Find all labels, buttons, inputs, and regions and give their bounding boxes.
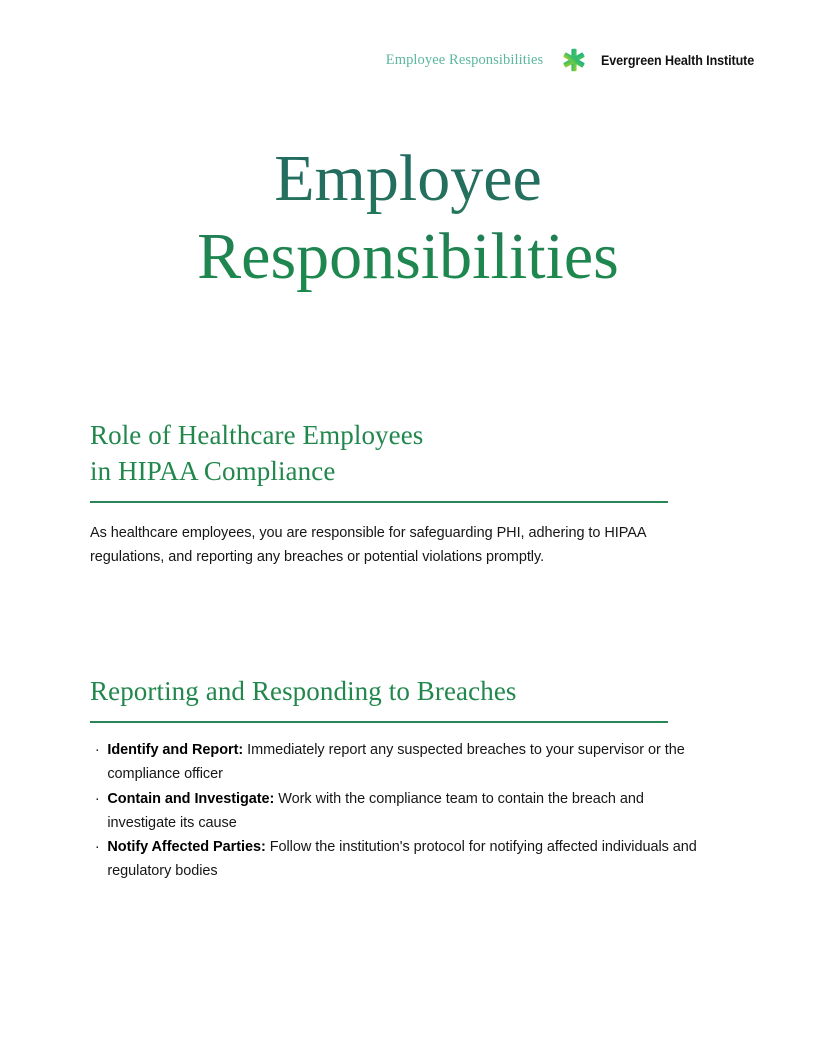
bullet-marker-icon: ·	[94, 740, 100, 758]
section-heading-line-1: Reporting and Responding to Breaches	[90, 676, 517, 706]
list-item-text: Immediately report any suspected breaches to your supervisor or the compliance officer	[107, 740, 685, 783]
section-heading	[90, 674, 668, 710]
asterisk-flower-icon	[562, 48, 586, 72]
section-body-text: As healthcare employees, you are responsible for safeguarding PHI, adhering to HIPAA regulations, and reporting any breaches or potential violations promptly.	[90, 523, 646, 566]
page-title-line-1: Employee	[274, 142, 542, 215]
list-item-lead: Contain and Investigate:	[107, 789, 275, 807]
section-heading-line-1: Role of Healthcare Employees	[90, 420, 424, 450]
section-divider	[90, 721, 668, 723]
list-item	[90, 738, 703, 787]
page-title-line-2: Responsibilities	[197, 219, 619, 293]
list-item	[90, 787, 703, 836]
list-item-lead: Notify Affected Parties:	[107, 838, 266, 856]
section-heading	[90, 418, 668, 490]
header-brand-name: Evergreen Health Institute	[601, 52, 755, 68]
page-title	[108, 140, 708, 296]
section-reporting-and-responding-to-breaches	[90, 674, 697, 884]
section-role-of-healthcare-employees	[90, 418, 668, 569]
breach-response-list	[90, 738, 703, 884]
list-item-lead: Identify and Report:	[107, 740, 244, 758]
list-item-text: Work with the compliance team to contain the breach and investigate its cause	[107, 789, 644, 831]
list-item	[90, 835, 703, 884]
bullet-marker-icon: ·	[94, 789, 100, 807]
header-section-label: Employee Responsibilities	[385, 51, 544, 68]
bullet-marker-icon: ·	[94, 838, 100, 856]
document-header	[0, 46, 766, 74]
list-item-text: Follow the institution's protocol for notifying affected individuals and regulatory bodies	[107, 838, 697, 880]
section-divider	[90, 501, 668, 503]
section-heading-line-2: in HIPAA Compliance	[90, 455, 336, 486]
